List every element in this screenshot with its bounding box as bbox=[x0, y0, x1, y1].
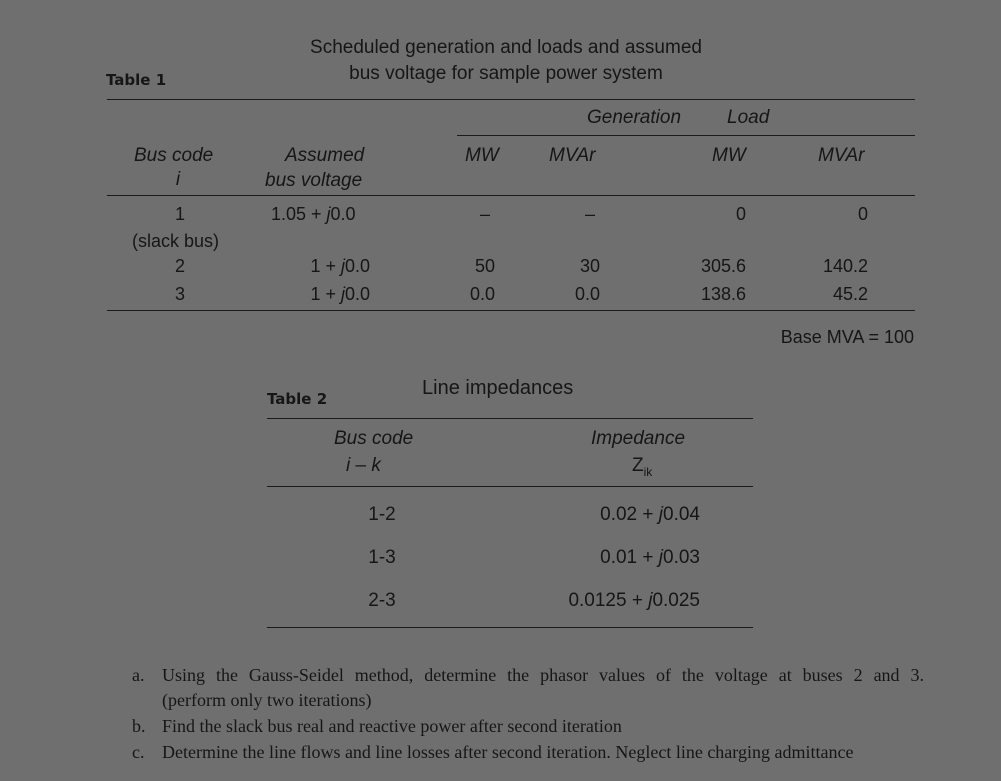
question-a-letter: a. bbox=[132, 665, 145, 685]
t1-row3-voltage: 1 + j0.0 bbox=[310, 284, 370, 304]
question-c-letter: c. bbox=[132, 742, 145, 762]
header-generation: Generation bbox=[587, 107, 682, 128]
header-load: Load bbox=[727, 107, 770, 128]
header-bus-voltage: bus voltage bbox=[265, 170, 363, 191]
question-b-text: Find the slack bus real and reactive power after second iteration bbox=[162, 716, 622, 736]
t1-row1-voltage: 1.05 + j0.0 bbox=[271, 204, 356, 224]
table1-group-rule bbox=[457, 135, 915, 136]
t1-row1-gen-mw: – bbox=[479, 204, 490, 224]
header-bus-code-i: i bbox=[175, 169, 181, 190]
t2-row2-pair: 1-3 bbox=[368, 547, 396, 568]
header-gen-mvar: MVAr bbox=[549, 145, 596, 166]
header-bus-code: Bus code bbox=[134, 145, 214, 166]
header-gen-mw: MW bbox=[465, 145, 499, 166]
t1-slack-note: (slack bus) bbox=[132, 231, 220, 251]
t1-row2-gen-mw: 50 bbox=[474, 256, 495, 276]
t1-row2-bus: 2 bbox=[174, 256, 185, 276]
table2-header-rule bbox=[267, 486, 753, 487]
t2-row3-z: 0.0125 + j0.025 bbox=[568, 590, 700, 611]
question-a-line2: (perform only two iterations) bbox=[162, 690, 372, 710]
t1-row1-load-mw: 0 bbox=[735, 204, 746, 224]
t1-row2-load-mvar: 140.2 bbox=[822, 256, 868, 276]
t1-row2-gen-mvar: 30 bbox=[579, 256, 600, 276]
header-load-mvar: MVAr bbox=[818, 145, 865, 166]
table1-label: Table 1 bbox=[106, 71, 167, 89]
table2-bottom-rule bbox=[267, 627, 753, 628]
t2-row1-pair: 1-2 bbox=[368, 504, 396, 525]
table1-top-rule bbox=[107, 99, 915, 100]
t1-row2-load-mw: 305.6 bbox=[700, 256, 746, 276]
t1-row3-gen-mvar: 0.0 bbox=[574, 284, 600, 304]
table2-top-rule bbox=[267, 418, 753, 419]
question-b-letter: b. bbox=[132, 716, 146, 736]
t2-header-zik bbox=[632, 455, 652, 479]
base-mva-note: Base MVA = 100 bbox=[780, 327, 914, 347]
table1-bottom-rule bbox=[107, 310, 915, 311]
t1-row3-load-mw: 138.6 bbox=[700, 284, 746, 304]
header-assumed: Assumed bbox=[285, 145, 365, 166]
t1-row1-gen-mvar: – bbox=[584, 204, 595, 224]
table2-caption: Line impedances bbox=[422, 377, 574, 399]
t2-header-impedance: Impedance bbox=[591, 428, 686, 449]
t2-header-ik: ik bbox=[643, 464, 653, 479]
header-load-mw: MW bbox=[712, 145, 746, 166]
t2-row1-z: 0.02 + j0.04 bbox=[600, 504, 700, 525]
t1-row3-load-mvar: 45.2 bbox=[832, 284, 868, 304]
table2-label: Table 2 bbox=[267, 390, 328, 408]
t1-row1-load-mvar: 0 bbox=[857, 204, 868, 224]
t2-header-z: Z bbox=[632, 455, 644, 476]
question-a-line1: Using the Gauss-Seidel method, determine the phasor values of the voltage at buses 2 and 3. bbox=[162, 665, 924, 685]
t2-header-bus-code: Bus code bbox=[334, 428, 414, 449]
table1-caption-line2: bus voltage for sample power system bbox=[349, 63, 663, 84]
t2-header-i-k: i – k bbox=[346, 455, 381, 476]
table1-caption bbox=[256, 35, 756, 87]
table1-header-rule bbox=[107, 195, 915, 196]
t1-row3-bus: 3 bbox=[174, 284, 185, 304]
t2-row2-z: 0.01 + j0.03 bbox=[600, 547, 700, 568]
t1-row3-gen-mw: 0.0 bbox=[469, 284, 495, 304]
t2-row3-pair: 2-3 bbox=[368, 590, 396, 611]
table1-caption-line1: Scheduled generation and loads and assumed bbox=[310, 37, 702, 58]
t1-row2-voltage: 1 + j0.0 bbox=[310, 256, 370, 276]
t1-row1-bus: 1 bbox=[174, 204, 185, 224]
question-c-text: Determine the line flows and line losses after second iteration. Neglect line charging admittance bbox=[162, 742, 854, 762]
